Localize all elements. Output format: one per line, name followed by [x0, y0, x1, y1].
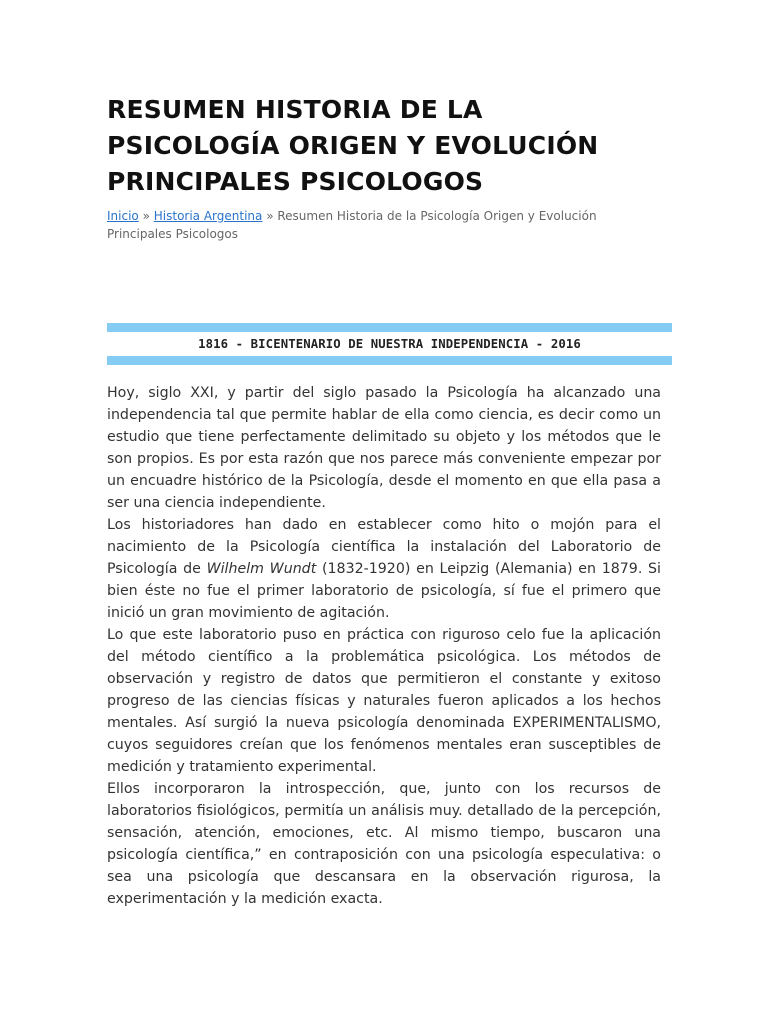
- breadcrumb-link-category[interactable]: Historia Argentina: [153, 209, 263, 223]
- banner-text: 1816 - BICENTENARIO DE NUESTRA INDEPENDENCIA - 2016: [198, 337, 581, 351]
- page-title: RESUMEN HISTORIA DE LA PSICOLOGÍA ORIGEN Y EVOLUCIÓN PRINCIPALES PSICOLOGOS: [107, 95, 599, 196]
- breadcrumb-link-home[interactable]: Inicio: [107, 209, 139, 223]
- article-header: [107, 0, 661, 243]
- breadcrumb-separator: »: [262, 209, 278, 223]
- breadcrumb: [107, 207, 661, 243]
- article-body: [107, 382, 661, 910]
- bicentenary-banner: [107, 323, 672, 365]
- paragraph-2: [107, 514, 661, 624]
- paragraph-4: Ellos incorporaron la introspección, que, junto con los recursos de laboratorios fisiológicos, permitía un análisis muy. detallado de la percepción, sensación, atención, emociones, etc. Al mismo tiempo, buscaron una psicología científica,” en contraposición con una psicología especulativa: o sea una psicología que descansara en la observación rigurosa, la experimentación y la medición exacta.: [107, 781, 661, 907]
- banner-stripe-bottom: [107, 356, 672, 365]
- breadcrumb-separator: »: [138, 209, 154, 223]
- paragraph-1: Hoy, siglo XXI, y partir del siglo pasado la Psicología ha alcanzado una independencia tal que permite hablar de ella como ciencia, es decir como un estudio que tiene perfectamente delimitado su objeto y los métodos que le son propios. Es por esta razón que nos parece más conveniente empezar por un encuadre histórico de la Psicología, desde el momento en que ella pasa a ser una ciencia independiente.: [107, 385, 661, 511]
- breadcrumb-current: Resumen Historia de la Psicología Origen y Evolución Principales Psicologos: [107, 209, 597, 241]
- person-name: Wilhelm Wundt: [206, 561, 317, 577]
- paragraph-2-text-b: (1832-1920) en Leipzig (Alemania) en 1879. Si bien éste no fue el primer laboratorio de psicología, sí fue el primero que inició un gran movimiento de agitación.: [107, 561, 661, 621]
- paragraph-3: Lo que este laboratorio puso en práctica con riguroso celo fue la aplicación del método científico a la problemática psicológica. Los métodos de observación y registro de datos que permitieron el constante y exitoso progreso de las ciencias físicas y naturales fueron aplicados a los hechos mentales. Así surgió la nueva psicología denominada EXPERIMENTALISMO, cuyos seguidores creían que los fenómenos mentales eran susceptibles de medición y tratamiento experimental.: [107, 627, 661, 775]
- banner-stripe-top: [107, 323, 672, 332]
- paragraph-2-text-a: Los historiadores han dado en establecer como hito o mojón para el nacimiento de la Psicología científica la instalación del Laboratorio de Psicología de: [107, 517, 661, 577]
